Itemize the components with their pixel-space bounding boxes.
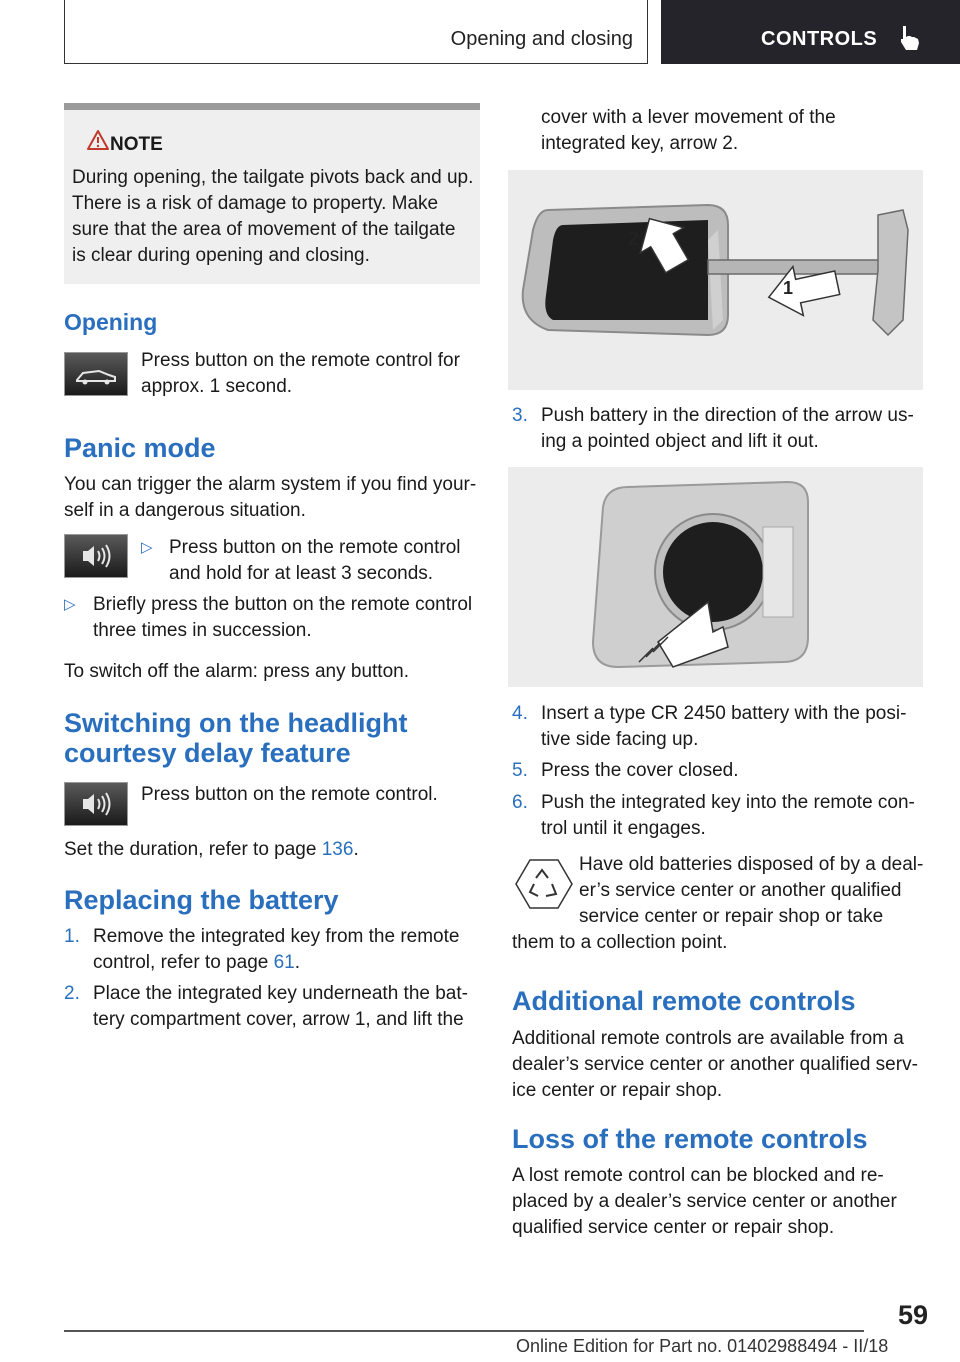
battery-removal-illustration [508,467,923,687]
bullet-marker: ▷ [141,539,153,556]
step-number: 4. [512,703,528,724]
opening-heading: Opening [64,309,158,335]
arrow-label-2: 2 [628,228,640,250]
panic-intro: self in a dangerous situation. [64,500,306,521]
recycle-icon [514,858,574,910]
key-fob-image [508,170,923,390]
panic-bullet2: Briefly press the button on the remote control [93,594,473,615]
recycle-text: service center or repair shop or take [579,906,884,927]
opening-text: Press button on the remote control for [141,350,460,371]
loss-text: qualified service center or repair shop. [512,1217,835,1238]
step2-text: tery compartment cover, arrow 1, and lift the [93,1009,464,1030]
step2-continued: integrated key, arrow 2. [541,133,739,154]
panic-bullet1: Press button on the remote control [169,537,461,558]
step3-text: Push battery in the direction of the arrow us- [541,405,914,426]
header-chapter-tab [661,0,960,64]
step-number: 2. [64,983,80,1004]
recycle-text: them to a collection point. [512,932,728,953]
step-number: 5. [512,760,528,781]
note-line: sure that the area of movement of the tailgate [72,219,456,240]
panic-bullet2: three times in succession. [93,620,312,641]
battery-heading: Replacing the battery [64,885,339,915]
note-line: There is a risk of damage to property. Make [72,193,439,214]
warning-icon [86,129,110,151]
opening-text: approx. 1 second. [141,376,293,397]
step1-text: Remove the integrated key from the remote [93,926,460,947]
loss-text: A lost remote control can be blocked and re- [512,1165,884,1186]
step4-text: tive side facing up. [541,729,699,750]
panic-heading: Panic mode [64,433,216,463]
note-line: is clear during opening and closing. [72,245,370,266]
loss-heading: Loss of the remote controls [512,1124,868,1154]
header-chapter-title: CONTROLS [761,28,878,50]
sound-icon [65,783,127,825]
step1-text [93,950,300,976]
recycle-text: er’s service center or another qualified [579,880,902,901]
note-line: During opening, the tailgate pivots back and up. [72,167,474,188]
panic-bullet1: and hold for at least 3 seconds. [169,563,434,584]
note-box [64,103,480,284]
step2-continued: cover with a lever movement of the [541,107,836,128]
step4-text: Insert a type CR 2450 battery with the posi- [541,703,907,724]
panic-switch-off: To switch off the alarm: press any button. [64,661,409,682]
headlight-text: Press button on the remote control. [141,784,438,805]
step-number: 1. [64,926,80,947]
sound-icon [65,535,127,577]
set-duration-suffix: . [353,839,359,860]
panic-button-image [64,534,128,578]
step-number: 6. [512,792,528,813]
car-tailgate-icon [65,353,127,395]
step1-text-suffix: . [294,952,301,973]
step3-text: ing a pointed object and lift it out. [541,431,819,452]
step6-text: trol until it engages. [541,818,706,839]
loss-text: placed by a dealer’s service center or another [512,1191,897,1212]
note-title: NOTE [110,134,163,155]
page-link-136[interactable]: 136 [321,839,354,860]
footer-divider [64,1330,864,1332]
headlight-button-image [64,782,128,826]
key-cover-illustration [508,170,923,390]
additional-text: dealer’s service center or another qualified serv- [512,1054,918,1075]
step6-text: Push the integrated key into the remote con- [541,792,915,813]
header-section-title: Opening and closing [450,28,633,50]
step5-text: Press the cover closed. [541,760,739,781]
step2-text: Place the integrated key underneath the bat- [93,983,468,1004]
note-top-bar [64,103,480,110]
step-number: 3. [512,405,528,426]
panic-intro: You can trigger the alarm system if you find your- [64,474,477,495]
additional-text: Additional remote controls are available from a [512,1028,904,1049]
page-link-61[interactable]: 61 [273,952,295,973]
page-number: 59 [897,1300,928,1330]
pointing-hand-icon [897,24,923,52]
tailgate-button-image [64,352,128,396]
header-section-box [64,0,648,64]
headlight-heading: courtesy delay feature [64,738,351,768]
battery-fob-image [508,467,923,687]
arrow-label-1: 1 [783,278,794,298]
set-duration-text: Set the duration, refer to page [64,839,322,860]
headlight-set-duration [64,837,359,863]
additional-text: ice center or repair shop. [512,1080,723,1101]
headlight-heading: Switching on the headlight [64,708,408,738]
step1-text-prefix: control, refer to page [93,952,274,973]
recycle-text: Have old batteries disposed of by a deal- [579,854,924,875]
bullet-marker: ▷ [64,596,76,613]
additional-heading: Additional remote controls [512,986,856,1016]
footer-edition: Online Edition for Part no. 01402988494 - II/18 [516,1336,889,1356]
